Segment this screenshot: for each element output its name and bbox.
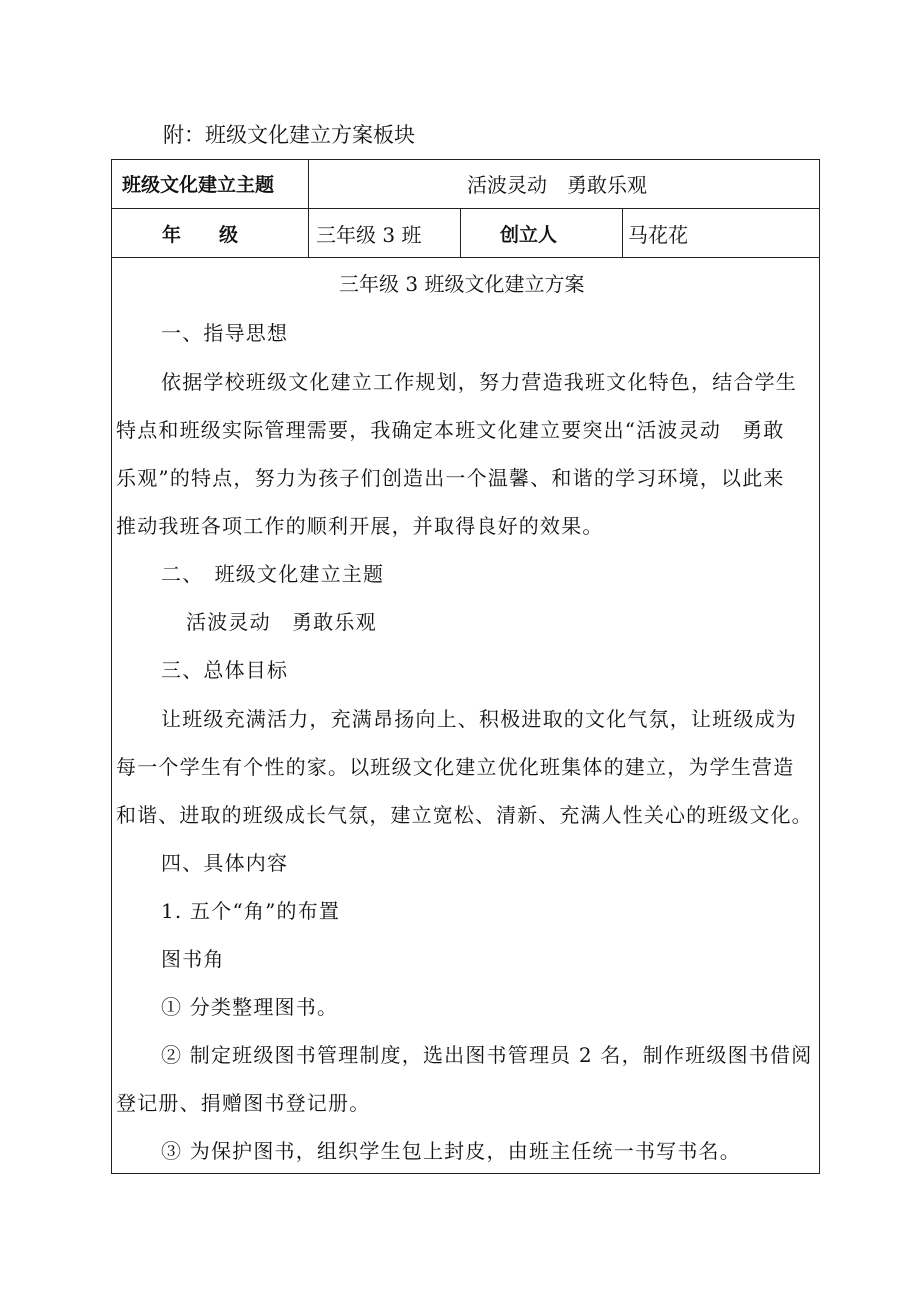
subsection-label: 图书角 (161, 947, 225, 971)
theme-text: 活波灵动 勇敢乐观 (186, 610, 377, 634)
col-divider (622, 209, 623, 257)
creator-value: 马花花 (628, 223, 688, 247)
section-heading: 三、总体目标 (161, 658, 289, 682)
subsection-heading: 1. 五个“角”的布置 (161, 899, 341, 923)
section-heading: 一、指导思想 (161, 321, 289, 345)
body-text-line: 和谐、进取的班级成长气氛，建立宽松、清新、充满人性关心的班级文化。 (116, 803, 813, 827)
body-text-line: 乐观”的特点，努力为孩子们创造出一个温馨、和谐的学习环境，以此来 (116, 466, 785, 490)
col-divider (460, 209, 461, 257)
body-text-line: 每一个学生有个性的家。以班级文化建立优化班集体的建立，为学生营造 (116, 755, 795, 779)
creator-label: 创立人 (500, 224, 558, 246)
theme-value: 活波灵动 勇敢乐观 (467, 173, 647, 197)
row-divider (112, 257, 819, 258)
body-text-line: 特点和班级实际管理需要，我确定本班文化建立要突出“活波灵动 勇敢 (116, 418, 785, 442)
plan-table (111, 159, 820, 1174)
plan-title: 三年级 3 班级文化建立方案 (339, 272, 585, 296)
body-text-line: 登记册、捐赠图书登记册。 (116, 1091, 371, 1115)
body-text-line: 让班级充满活力，充满昂扬向上、积极进取的文化气氛，让班级成为 (161, 707, 797, 731)
row-divider (112, 208, 819, 209)
attachment-caption: 附：班级文化建立方案板块 (163, 123, 415, 147)
col-divider (308, 160, 309, 257)
list-item: ③ 为保护图书，组织学生包上封皮，由班主任统一书写书名。 (161, 1139, 741, 1163)
body-text-line: 推动我班各项工作的顺利开展，并取得良好的效果。 (116, 514, 604, 538)
grade-label: 年 级 (162, 224, 239, 246)
body-text-line: 依据学校班级文化建立工作规划，努力营造我班文化特色，结合学生 (161, 370, 797, 394)
section-heading: 四、具体内容 (161, 851, 289, 875)
theme-label: 班级文化建立主题 (122, 174, 275, 196)
list-item: ② 制定班级图书管理制度，选出图书管理员 2 名，制作班级图书借阅 (161, 1043, 813, 1067)
section-heading: 二、 班级文化建立主题 (161, 562, 385, 586)
grade-value: 三年级 3 班 (316, 223, 422, 247)
list-item: ① 分类整理图书。 (161, 995, 339, 1019)
